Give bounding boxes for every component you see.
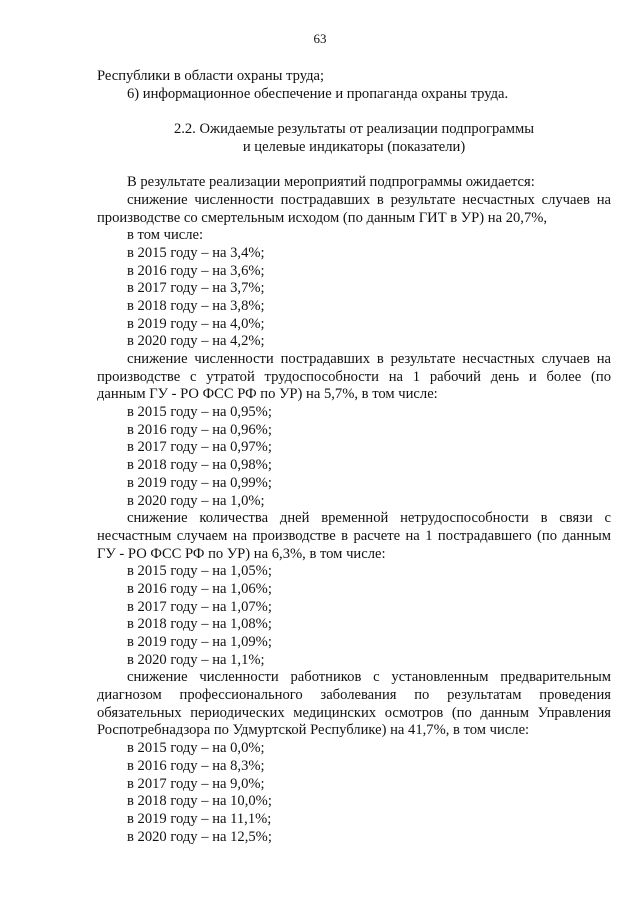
paragraph-line: несчастным случаем на производстве в расчете на 1 пострадавшего (по данным xyxy=(97,527,611,544)
list-item: в 2016 году – на 0,96%; xyxy=(127,421,272,438)
paragraph-line: ГУ - РО ФСС РФ по УР) на 6,3%, в том числе: xyxy=(97,545,386,562)
paragraph-line: Роспотребнадзора по Удмуртской Республике) на 41,7%, в том числе: xyxy=(97,722,530,739)
lead-paragraph: В результате реализации мероприятий подпрограммы ожидается: xyxy=(127,174,535,191)
list-item: в 2015 году – на 0,0%; xyxy=(127,740,265,757)
list-item: в 2018 году – на 1,08%; xyxy=(127,616,272,633)
list-item: в 2020 году – на 4,2%; xyxy=(127,333,265,350)
paragraph-line: снижение численности пострадавших в результате несчастных случаев на xyxy=(127,191,611,208)
list-item: в 2019 году – на 1,09%; xyxy=(127,634,272,650)
list-item: в 2017 году – на 3,7%; xyxy=(127,280,265,297)
list-item: в 2017 году – на 0,97%; xyxy=(127,439,272,456)
paragraph-line: в том числе: xyxy=(127,227,204,244)
list-item: в 2016 году – на 8,3%; xyxy=(127,757,265,774)
list-item: в 2016 году – на 1,06%; xyxy=(127,580,272,597)
list-item: в 2020 году – на 12,5%; xyxy=(127,828,272,845)
list-item: в 2017 году – на 9,0%; xyxy=(127,775,265,792)
list-item: в 2019 году – на 0,99%; xyxy=(127,474,272,491)
paragraph-line: производстве с утратой трудоспособности на 1 рабочий день и более (по xyxy=(97,368,611,385)
paragraph-line: данным ГУ - РО ФСС РФ по УР) на 5,7%, в том числе: xyxy=(97,386,438,403)
paragraph-line: снижение численности работников с установленным предварительным xyxy=(127,669,611,686)
document-body xyxy=(97,68,611,846)
page-number: 63 xyxy=(313,31,327,46)
paragraph-line: снижение количества дней временной нетрудоспособности в связи с xyxy=(127,510,611,527)
paragraph-line: производстве со смертельным исходом (по данным ГИТ в УР) на 20,7%, xyxy=(97,209,548,226)
list-item: в 2020 году – на 1,1%; xyxy=(127,651,265,668)
section-heading-line: и целевые индикаторы (показатели) xyxy=(242,138,466,155)
list-item: в 2020 году – на 1,0%; xyxy=(127,492,265,509)
paragraph-line: диагнозом профессионального заболевания по результатам проведения xyxy=(97,687,611,704)
list-item: в 2019 году – на 11,1%; xyxy=(127,810,272,827)
intro-line: 6) информационное обеспечение и пропаганда охраны труда. xyxy=(127,85,509,102)
list-item: в 2016 году – на 3,6%; xyxy=(127,262,265,279)
intro-line: Республики в области охраны труда; xyxy=(97,68,325,84)
list-item: в 2019 году – на 4,0%; xyxy=(127,315,265,332)
list-item: в 2018 году – на 3,8%; xyxy=(127,297,265,314)
section-heading-line: 2.2. Ожидаемые результаты от реализации подпрограммы xyxy=(173,121,535,138)
paragraph-line: обязательных периодических медицинских осмотров (по данным Управления xyxy=(97,704,611,721)
list-item: в 2015 году – на 1,05%; xyxy=(127,563,272,580)
list-item: в 2015 году – на 3,4%; xyxy=(127,244,265,261)
paragraph-line: снижение численности пострадавших в результате несчастных случаев на xyxy=(127,351,611,367)
list-item: в 2018 году – на 10,0%; xyxy=(127,793,272,810)
list-item: в 2017 году – на 1,07%; xyxy=(127,598,272,615)
list-item: в 2015 году – на 0,95%; xyxy=(127,404,272,421)
list-item: в 2018 году – на 0,98%; xyxy=(127,457,272,474)
